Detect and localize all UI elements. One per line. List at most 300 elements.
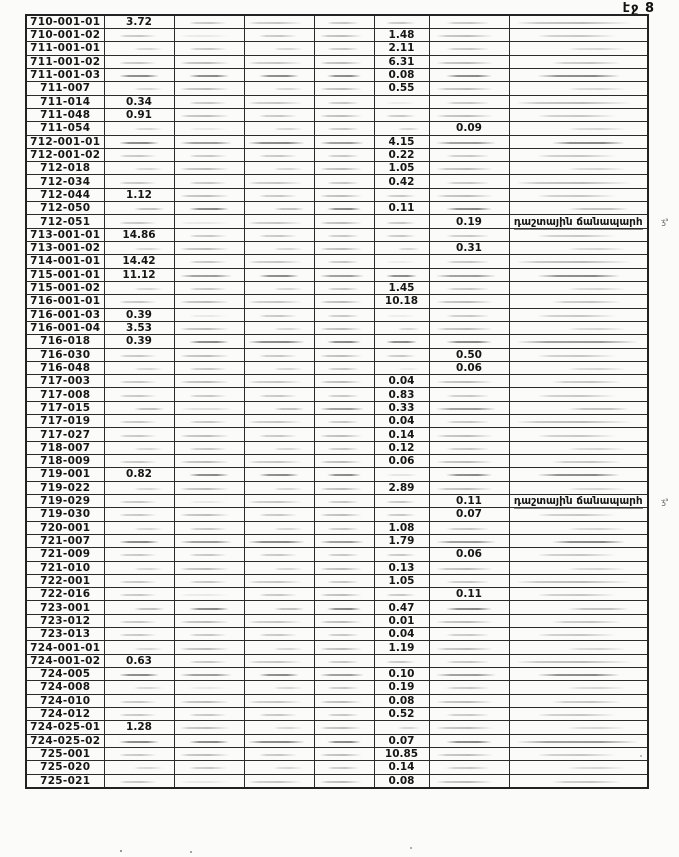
code-cell [26,228,104,241]
val-2-cell [174,534,244,547]
code-cell [26,348,104,361]
val-5-cell [374,42,429,55]
val-2-cell [174,268,244,281]
val-5-cell [374,521,429,534]
cell-value: 0.42 [388,175,415,188]
val-4-cell [314,548,374,561]
val-3-cell [244,668,314,681]
note-cell [509,428,648,441]
val-5-cell [374,162,429,175]
cell-value: 0.82 [126,468,152,481]
val-3-cell [244,628,314,641]
code-cell [26,641,104,654]
val-3-cell [244,455,314,468]
note-cell [509,55,648,68]
val-5-cell [374,747,429,760]
val-5-cell [374,122,429,135]
val-5-cell [374,628,429,641]
val-1-cell [104,521,174,534]
val-2-cell [174,361,244,374]
cell-value: 716-048 [40,361,91,374]
cell-value: 3.53 [126,322,152,335]
cell-value: 4.15 [388,135,415,148]
note-cell [509,468,648,481]
val-6-cell [429,468,509,481]
handwritten-mark: ʒᵃ [660,216,670,227]
val-1-cell [104,228,174,241]
note-cell [509,641,648,654]
cell-value: 713-001-02 [30,242,101,255]
val-6-cell [429,255,509,268]
cell-value: 711-048 [40,109,91,122]
val-3-cell [244,148,314,161]
note-cell [509,148,648,161]
code-cell [26,188,104,201]
cell-value: 11.12 [122,268,156,281]
val-2-cell [174,202,244,215]
val-3-cell [244,534,314,547]
val-3-cell [244,441,314,454]
val-5-cell [374,335,429,348]
cell-value: 0.39 [126,335,152,348]
val-1-cell [104,774,174,788]
val-4-cell [314,308,374,321]
val-2-cell [174,694,244,707]
val-3-cell [244,188,314,201]
cell-value: 722-016 [40,588,91,601]
val-3-cell [244,388,314,401]
val-2-cell [174,122,244,135]
val-2-cell [174,707,244,720]
note-cell [509,548,648,561]
val-6-cell [429,95,509,108]
val-1-cell [104,108,174,121]
val-1-cell [104,468,174,481]
val-6-cell [429,415,509,428]
val-3-cell [244,375,314,388]
val-5-cell [374,508,429,521]
code-cell [26,628,104,641]
val-5-cell [374,29,429,42]
val-6-cell [429,774,509,788]
val-4-cell [314,415,374,428]
code-cell [26,761,104,774]
cell-value: 0.08 [388,774,415,787]
val-5-cell [374,574,429,587]
cell-value: 712-018 [40,162,91,175]
note-cell [509,361,648,374]
val-6-cell [429,388,509,401]
val-3-cell [244,468,314,481]
cell-value: 716-001-03 [30,308,101,321]
val-1-cell [104,15,174,29]
note-cell [509,42,648,55]
note-text: դաշտային ճանապարհ [513,215,643,228]
val-5-cell [374,295,429,308]
code-cell [26,415,104,428]
val-2-cell [174,388,244,401]
val-3-cell [244,694,314,707]
val-3-cell [244,707,314,720]
cell-value: 0.07 [456,508,482,521]
cell-value: 0.01 [388,614,415,627]
val-1-cell [104,628,174,641]
val-1-cell [104,508,174,521]
code-cell [26,574,104,587]
val-6-cell [429,548,509,561]
val-5-cell [374,268,429,281]
cell-value: 0.22 [388,148,415,161]
val-1-cell [104,401,174,414]
table-row [26,641,648,654]
val-6-cell [429,162,509,175]
val-4-cell [314,68,374,81]
cell-value: 718-007 [40,441,91,454]
note-cell [509,734,648,747]
val-6-cell [429,148,509,161]
code-cell [26,774,104,788]
val-4-cell [314,641,374,654]
table-row [26,55,648,68]
val-2-cell [174,242,244,255]
table-row [26,321,648,334]
val-1-cell [104,281,174,294]
val-2-cell [174,561,244,574]
cell-value: 0.11 [388,202,415,215]
table-row [26,601,648,614]
cell-value: 710-001-02 [30,29,101,42]
cell-value: 6.31 [388,55,415,68]
val-1-cell [104,29,174,42]
val-3-cell [244,774,314,788]
val-4-cell [314,335,374,348]
cell-value: 717-015 [40,401,91,414]
code-cell [26,481,104,494]
val-2-cell [174,681,244,694]
val-6-cell [429,42,509,55]
note-cell [509,481,648,494]
val-3-cell [244,614,314,627]
val-1-cell [104,694,174,707]
cell-value: 1.19 [388,641,415,654]
val-1-cell [104,441,174,454]
table-row [26,468,648,481]
val-4-cell [314,761,374,774]
cell-value: 716-030 [40,348,91,361]
cell-value: 0.04 [388,415,415,428]
val-6-cell [429,481,509,494]
code-cell [26,175,104,188]
val-6-cell [429,308,509,321]
val-5-cell [374,348,429,361]
val-6-cell [429,228,509,241]
val-2-cell [174,415,244,428]
val-5-cell [374,401,429,414]
val-4-cell [314,29,374,42]
val-6-cell [429,401,509,414]
cell-value: 716-001-01 [30,295,101,308]
val-3-cell [244,747,314,760]
val-4-cell [314,255,374,268]
val-4-cell [314,82,374,95]
val-4-cell [314,494,374,507]
code-cell [26,601,104,614]
code-cell [26,721,104,734]
note-cell [509,15,648,29]
note-text: դաշտային ճանապարհ [513,495,643,508]
val-2-cell [174,774,244,788]
val-4-cell [314,268,374,281]
val-2-cell [174,375,244,388]
val-1-cell [104,721,174,734]
cell-value: 719-030 [40,508,91,521]
val-1-cell [104,734,174,747]
cell-value: 0.13 [388,561,415,574]
code-cell [26,82,104,95]
code-cell [26,122,104,135]
table-row [26,228,648,241]
note-cell [509,29,648,42]
code-cell [26,281,104,294]
val-6-cell [429,561,509,574]
table-row [26,42,648,55]
code-cell [26,255,104,268]
cell-value: 1.48 [388,29,415,42]
note-cell [509,534,648,547]
val-2-cell [174,188,244,201]
val-3-cell [244,761,314,774]
cell-value: 1.05 [388,162,415,175]
note-cell [509,122,648,135]
table-row [26,614,648,627]
cell-value: 0.10 [388,668,415,681]
val-4-cell [314,215,374,228]
cell-value: 10.85 [384,748,419,761]
val-1-cell [104,295,174,308]
cell-value: 712-050 [40,202,91,215]
val-5-cell [374,481,429,494]
code-cell [26,508,104,521]
val-3-cell [244,175,314,188]
val-4-cell [314,321,374,334]
table-row [26,588,648,601]
val-1-cell [104,668,174,681]
cell-value: 1.12 [126,188,152,201]
val-4-cell [314,521,374,534]
val-5-cell [374,375,429,388]
cell-value: 712-044 [40,188,91,201]
table-row [26,521,648,534]
table-row [26,561,648,574]
val-6-cell [429,721,509,734]
val-6-cell [429,614,509,627]
cell-value: 711-001-03 [30,69,101,82]
val-6-cell [429,281,509,294]
val-6-cell [429,455,509,468]
val-4-cell [314,55,374,68]
val-6-cell [429,668,509,681]
val-3-cell [244,321,314,334]
val-3-cell [244,415,314,428]
cell-value: 0.06 [456,361,482,374]
table-row [26,481,648,494]
cell-value: 1.45 [388,282,415,295]
val-1-cell [104,215,174,228]
cell-value: 0.11 [456,588,482,601]
table-row [26,774,648,788]
val-5-cell [374,561,429,574]
table-row [26,668,648,681]
val-3-cell [244,15,314,29]
code-cell [26,534,104,547]
note-cell [509,441,648,454]
val-1-cell [104,308,174,321]
val-2-cell [174,734,244,747]
val-4-cell [314,188,374,201]
table-row [26,95,648,108]
val-1-cell [104,95,174,108]
val-1-cell [104,614,174,627]
table-row [26,734,648,747]
val-4-cell [314,681,374,694]
val-1-cell [104,202,174,215]
val-6-cell [429,135,509,148]
val-4-cell [314,588,374,601]
code-cell [26,668,104,681]
val-2-cell [174,295,244,308]
note-cell [509,707,648,720]
val-2-cell [174,29,244,42]
note-cell [509,561,648,574]
note-cell [509,681,648,694]
note-cell [509,202,648,215]
code-cell [26,108,104,121]
val-2-cell [174,574,244,587]
cell-value: 724-025-02 [30,734,101,747]
cell-value: 14.42 [122,255,156,268]
cell-value: 715-001-01 [30,268,101,281]
val-2-cell [174,215,244,228]
code-cell [26,55,104,68]
val-2-cell [174,614,244,627]
val-1-cell [104,188,174,201]
val-4-cell [314,601,374,614]
table-row [26,215,648,228]
val-5-cell [374,694,429,707]
cell-value: 0.11 [456,495,482,508]
cell-value: 0.06 [456,548,482,561]
val-5-cell [374,415,429,428]
code-cell [26,747,104,760]
note-cell [509,721,648,734]
code-cell [26,242,104,255]
cell-value: 711-001-01 [30,42,101,55]
cell-value: 724-025-01 [30,721,101,734]
cell-value: 0.08 [388,694,415,707]
val-4-cell [314,508,374,521]
note-cell [509,162,648,175]
note-cell [509,375,648,388]
val-2-cell [174,108,244,121]
val-4-cell [314,561,374,574]
val-3-cell [244,255,314,268]
cell-value: 0.06 [388,455,415,468]
cell-value: 723-013 [40,628,91,641]
table-row [26,508,648,521]
val-5-cell [374,308,429,321]
table-row [26,747,648,760]
code-cell [26,321,104,334]
val-2-cell [174,654,244,667]
val-5-cell [374,388,429,401]
val-1-cell [104,548,174,561]
val-5-cell [374,95,429,108]
val-3-cell [244,548,314,561]
note-cell [509,628,648,641]
table-row [26,761,648,774]
val-6-cell [429,175,509,188]
val-6-cell [429,215,509,228]
val-6-cell [429,122,509,135]
val-2-cell [174,601,244,614]
code-cell [26,68,104,81]
val-5-cell [374,441,429,454]
table-row [26,108,648,121]
table-row [26,29,648,42]
val-5-cell [374,148,429,161]
val-6-cell [429,521,509,534]
val-2-cell [174,42,244,55]
table-row [26,654,648,667]
val-1-cell [104,55,174,68]
val-4-cell [314,441,374,454]
val-1-cell [104,415,174,428]
note-cell [509,761,648,774]
val-1-cell [104,242,174,255]
table-row [26,308,648,321]
val-2-cell [174,281,244,294]
val-6-cell [429,295,509,308]
val-4-cell [314,614,374,627]
val-6-cell [429,574,509,587]
val-2-cell [174,628,244,641]
val-6-cell [429,321,509,334]
val-6-cell [429,375,509,388]
cell-value: 711-001-02 [30,55,101,68]
val-3-cell [244,42,314,55]
code-cell [26,148,104,161]
val-1-cell [104,388,174,401]
val-5-cell [374,761,429,774]
val-3-cell [244,202,314,215]
val-4-cell [314,281,374,294]
val-4-cell [314,654,374,667]
val-4-cell [314,375,374,388]
val-4-cell [314,428,374,441]
code-cell [26,455,104,468]
val-3-cell [244,348,314,361]
cell-value: 712-034 [40,175,91,188]
val-4-cell [314,108,374,121]
val-5-cell [374,494,429,507]
val-1-cell [104,175,174,188]
val-4-cell [314,628,374,641]
cell-value: 712-001-02 [30,148,101,161]
code-cell [26,614,104,627]
cell-value: 724-008 [40,681,91,694]
val-5-cell [374,588,429,601]
cell-value: 717-019 [40,415,91,428]
